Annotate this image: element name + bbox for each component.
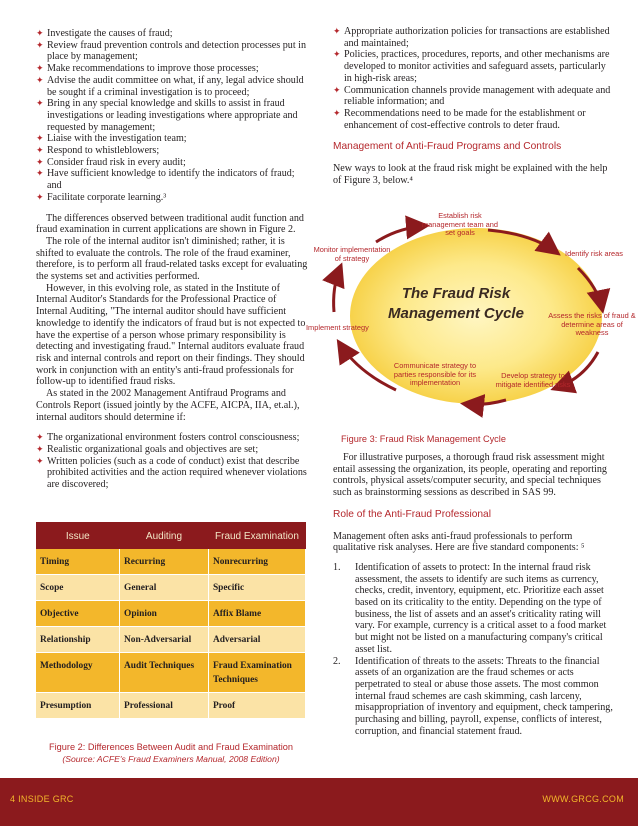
star-bullet-icon: ✦ bbox=[36, 74, 44, 85]
list-item: ✦ Written policies (such as a code of conduct) exist that describe prohibited activities and the action required whenever violations are discovered; bbox=[36, 455, 307, 491]
list-item: ✦ Facilitate corporate learning.³ bbox=[36, 191, 167, 203]
list-item: ✦ Make recommendations to improve those processes; bbox=[36, 63, 259, 75]
cycle-node: Identify risk areas bbox=[565, 250, 623, 258]
cycle-title-line2: Management Cycle bbox=[388, 305, 524, 322]
body-paragraph: As stated in the 2002 Management Antifraud Programs and Controls Report (issued jointly by the ACFE, AICPA, IIA, et.al.), internal auditors should determine if: bbox=[36, 388, 300, 423]
cycle-node: Monitor implementation of strategy bbox=[313, 246, 391, 263]
figure-3-caption: Figure 3: Fraud Risk Management Cycle bbox=[341, 434, 506, 444]
section-heading: Role of the Anti-Fraud Professional bbox=[333, 508, 491, 520]
star-bullet-icon: ✦ bbox=[36, 63, 44, 74]
bullet-list-controls bbox=[333, 26, 615, 131]
list-item: ✦ Advise the audit committee on what, if any, legal advice should be sought if a criminal investigation is to proceed; bbox=[36, 74, 304, 98]
fraud-risk-cycle-diagram bbox=[306, 212, 638, 426]
table-cell: Proof bbox=[208, 693, 305, 719]
star-bullet-icon: ✦ bbox=[36, 39, 44, 50]
table-cell: Non-Adversarial bbox=[120, 627, 209, 653]
bullet-list-auditor-duties bbox=[36, 28, 308, 204]
table-cell: Opinion bbox=[120, 601, 209, 627]
list-item: ✦ Consider fraud risk in every audit; bbox=[36, 156, 186, 168]
figure-2-caption: Figure 2: Differences Between Audit and Fraud Examination (Source: ACFE's Fraud Examiners Manual, 2008 Edition) bbox=[49, 742, 293, 764]
star-bullet-icon: ✦ bbox=[36, 455, 44, 466]
star-bullet-icon: ✦ bbox=[36, 156, 44, 167]
list-item: ✦ Realistic organizational goals and objectives are set; bbox=[36, 443, 259, 455]
cycle-node: Communicate strategy to parties responsible for its implementation bbox=[393, 362, 477, 388]
footer-website-link[interactable]: WWW.GRCG.COM bbox=[542, 794, 624, 804]
list-item: ✦ Communication channels provide management with adequate and reliable information; and bbox=[333, 84, 611, 108]
body-paragraph: The role of the internal auditor isn't diminished; rather, it is shifted to evaluate the controls. The role of the fraud examiner, therefore, is to perform all fraud-related tasks except for evaluating the systems set and activities performed. bbox=[36, 235, 308, 283]
right-column-lower bbox=[333, 452, 615, 737]
table-cell: Adversarial bbox=[208, 627, 305, 653]
table-cell: Specific bbox=[208, 575, 305, 601]
body-paragraph: New ways to look at the fraud risk might be explained with the help of Figure 3, below.⁴ bbox=[333, 163, 608, 186]
bullet-list-auditor-checks bbox=[36, 432, 308, 491]
star-bullet-icon: ✦ bbox=[36, 443, 44, 454]
list-item: ✦ Have sufficient knowledge to identify the indicators of fraud; and bbox=[36, 168, 295, 192]
table-cell: Audit Techniques bbox=[120, 653, 209, 693]
table-cell: Nonrecurring bbox=[208, 549, 305, 575]
table-header-cell: Auditing bbox=[120, 522, 209, 549]
cycle-title-line1: The Fraud Risk bbox=[401, 285, 511, 302]
body-paragraph: Management often asks anti-fraud professionals to perform qualitative risk analyses. Here are five standard components: ⁵ bbox=[333, 530, 585, 554]
list-item: ✦ Liaise with the investigation team; bbox=[36, 133, 187, 145]
table-cell: Professional bbox=[120, 693, 209, 719]
list-item: ✦ The organizational environment fosters control consciousness; bbox=[36, 432, 300, 444]
table-row bbox=[36, 627, 306, 653]
cycle-node: Establish risk management team and set goals bbox=[422, 212, 498, 238]
star-bullet-icon: ✦ bbox=[333, 84, 341, 95]
table-header-row bbox=[36, 522, 306, 549]
star-bullet-icon: ✦ bbox=[36, 145, 44, 156]
star-bullet-icon: ✦ bbox=[36, 98, 44, 109]
page-footer bbox=[0, 778, 638, 826]
star-bullet-icon: ✦ bbox=[333, 49, 341, 60]
right-column bbox=[333, 26, 615, 186]
table-cell: Methodology bbox=[36, 653, 120, 693]
table-cell: General bbox=[120, 575, 209, 601]
star-bullet-icon: ✦ bbox=[333, 26, 341, 36]
left-column bbox=[36, 28, 308, 491]
list-item: ✦ Policies, practices, procedures, reports, and other mechanisms are developed to monitor activities and safeguard assets, particularly in high-risk areas; bbox=[333, 49, 610, 84]
cycle-node: Develop strategy to mitigate identified risks bbox=[495, 372, 571, 389]
numbered-list-components bbox=[333, 562, 615, 738]
list-item: ✦ Review fraud prevention controls and detection processes put in place by management; bbox=[36, 39, 306, 63]
list-item: ✦ Respond to whistleblowers; bbox=[36, 145, 160, 157]
audit-vs-fraud-table bbox=[36, 522, 306, 719]
list-item: ✦ Bring in any special knowledge and skills to assist in fraud investigations or leading investigations where appropriate and requested by management; bbox=[36, 98, 298, 133]
table-row bbox=[36, 549, 306, 575]
list-item: 1. Identification of assets to protect: In the internal fraud risk assessment, the assets to identify are such items as currency, checks, credit, inventory, equipment, etc. Prioritize each asset based on its criticality to the entity. Depending on the type of business, the list of assets and an asset's criticality rating will vary. For example, currency is a critical asset to a food market but might not be listed on a manufacturing company's critical asset list. bbox=[333, 561, 607, 655]
list-item: ✦ Appropriate authorization policies for transactions are established and maintained; bbox=[333, 26, 610, 49]
table-row bbox=[36, 693, 306, 719]
body-paragraph: For illustrative purposes, a thorough fraud risk assessment might entail assessing the organization, its people, operating and reporting controls, physical assets/computer security, and special techniques such as brainstorming sessions as described in SAS 99. bbox=[333, 452, 607, 499]
star-bullet-icon: ✦ bbox=[36, 28, 44, 38]
list-item: 2. Identification of threats to the assets: Threats to the financial assets of an organization are the fraud schemes or acts perpetrated to steal or abuse those assets. The most common internal fraud schemes are cash skimming, cash larceny, misappropriation of inventory and equipment, check tampering, purchasing and billing, payroll, expense, conflicts of interest, corruption, and financial statement fraud. bbox=[333, 655, 613, 737]
table-header-cell: Issue bbox=[36, 522, 120, 549]
table-cell: Presumption bbox=[36, 693, 120, 719]
table-cell: Scope bbox=[36, 575, 120, 601]
cycle-arrow bbox=[334, 268, 340, 312]
star-bullet-icon: ✦ bbox=[36, 191, 44, 202]
table-cell: Timing bbox=[36, 549, 120, 575]
table-cell: Fraud Examination Techniques bbox=[208, 653, 305, 693]
list-item: ✦ Investigate the causes of fraud; bbox=[36, 28, 173, 39]
star-bullet-icon: ✦ bbox=[36, 168, 44, 179]
table-cell: Objective bbox=[36, 601, 120, 627]
star-bullet-icon: ✦ bbox=[36, 432, 44, 443]
table-cell: Recurring bbox=[120, 549, 209, 575]
cycle-node: Implement strategy bbox=[306, 324, 369, 332]
table-cell: Relationship bbox=[36, 627, 120, 653]
table-row bbox=[36, 575, 306, 601]
star-bullet-icon: ✦ bbox=[333, 107, 341, 118]
footer-page-label: 4 INSIDE GRC bbox=[10, 794, 74, 804]
table-row bbox=[36, 601, 306, 627]
body-paragraph: However, in this evolving role, as stated in the Institute of Internal Auditor's Standards for the Professional Practice of Internal Auditing, "The internal auditor should have sufficient knowledge to identify the indicators of fraud but is not expected to have the expertise of a person whose primary responsibility is detecting and investigating fraud." Internal auditors evaluate fraud risk and internal controls and report on their findings. They should work in conjunction with an entity's anti-fraud professionals for follow-up to identified fraud risks. bbox=[36, 282, 306, 388]
list-item: ✦ Recommendations need to be made for the establishment or enhancement of cost-effective controls to deter fraud. bbox=[333, 107, 586, 131]
table-row bbox=[36, 653, 306, 693]
cycle-node: Assess the risks of fraud & determine areas of weakness bbox=[548, 312, 636, 338]
body-paragraph: The differences observed between traditional audit function and fraud examination in current applications are shown in Figure 2. bbox=[36, 212, 304, 236]
star-bullet-icon: ✦ bbox=[36, 133, 44, 144]
table-cell: Affix Blame bbox=[208, 601, 305, 627]
table-header-cell: Fraud Examination bbox=[208, 522, 305, 549]
section-heading: Management of Anti-Fraud Programs and Controls bbox=[333, 141, 562, 153]
